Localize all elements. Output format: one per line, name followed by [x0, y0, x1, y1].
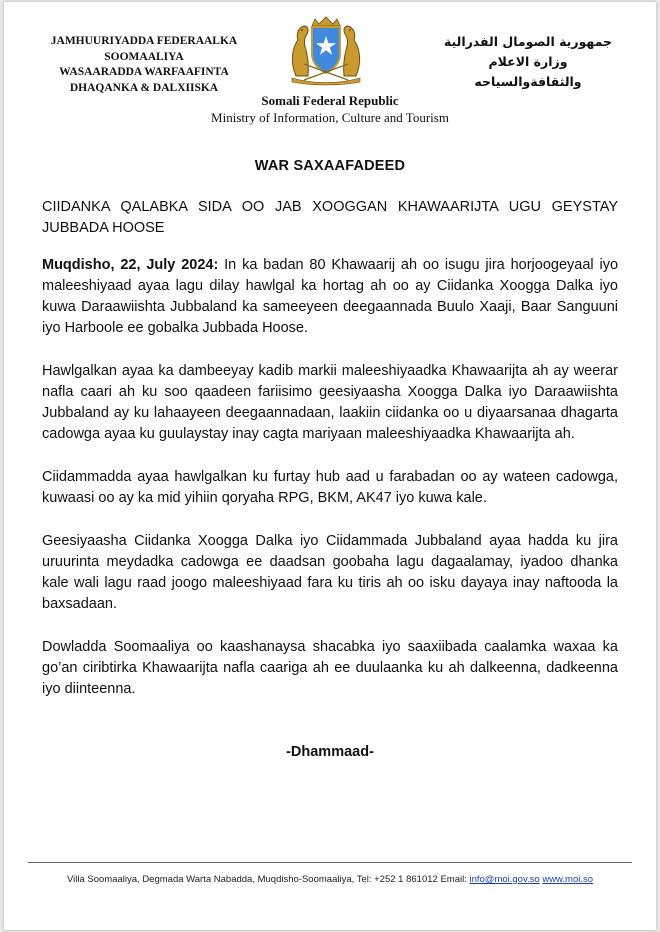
paragraph-text: In ka badan 80 Khawaarij ah oo isugu jira horjoogeyaal iyo maleeshiyaad ayaa lagu dilay hawlgal ka hortag ah oo ay Ciidanka Xoogga Dalka iyo kuwa Daraawiishta Jubbaland ka sameeyeen deegaannada Buulo Xaaji, Baar Sanguuni iyo Harboole ee gobalka Jubbada Hoose. [42, 257, 619, 336]
letterhead-arabic-line: والثقافةوالسياحه [474, 74, 582, 89]
footer-address: Villa Soomaaliya, Degmada Warta Nabadda, Muqdisho-Soomaaliya, Tel: +252 1 861012 Email: [66, 874, 470, 885]
letterhead-somali-line: WASAARADDA WARFAAFINTA [59, 66, 229, 78]
letterhead-arabic-line: جمهورية الصومال الفدرالية [443, 34, 613, 49]
letterhead-somali-line: JAMHUURIYADDA FEDERAALKA [50, 35, 238, 47]
letterhead-arabic [428, 32, 628, 92]
letterhead-somali-line: DHAQANKA & DALXIISKA [69, 81, 219, 94]
letterhead-somali [30, 34, 258, 96]
press-release-body [42, 255, 618, 722]
press-release-headline: CIIDANKA QALABKA SIDA OO JAB XOOGGAN KHAWAARIJTA UGU GEYSTAY JUBBADA HOOSE [42, 199, 618, 236]
body-paragraph: Ciidammadda ayaa hawlgalkan ku furtay hub aad u farabadan oo ay wateen cadowga, kuwaasi oo ay ka mid yihiin qoryaha RPG, BKM, AK47 iyo kuwa kale. [42, 469, 618, 506]
website-link[interactable]: www.moi.so [542, 874, 594, 885]
organization-name: Somali Federal Republic [261, 93, 399, 108]
coat-of-arms-emblem [282, 14, 370, 86]
body-paragraph: Geesiyaasha Ciidanka Xoogga Dalka iyo Ciidammada Jubbaland ayaa hadda ku jira uruurinta meydadka cadowga ee daadsan goobaha lagu dagaalamay, iyadoo dhanka kale wali lagu raad joogo maleeshiyaad fara ku tiris ah oo isku dayaya inay naftooda la baxsadaan. [42, 533, 618, 612]
footer-divider [28, 862, 632, 863]
letterhead-arabic-line: وزارة الاعلام [488, 54, 568, 69]
closing-mark: -Dhammaad- [286, 744, 374, 760]
body-paragraph: Hawlgalkan ayaa ka dambeeyay kadib markii maleeshiyaadka Khawaarijta ah ay weerar nafla caari ah ku soo qaadeen fariisimo geesiyaasha Xoogga Dalka iyo Daraawiishta Jubbaland ay ku lahaayeen deegaannadaan, laakiin ciidanka oo u diyaarsanaa dhagarta cadowga ayaa ku guulaystay inay cagta mariyaan maleeshiyaadka Khawaarijta ah. [42, 363, 618, 442]
body-paragraph [42, 255, 618, 339]
document-type-title: WAR SAXAAFADEED [254, 158, 406, 174]
body-paragraph: Dowladda Soomaaliya oo kaashanaysa shacabka iyo saaxiibada caalamka waxaa ka go’an ciribtirka Khawaarijta nafla caariga ah ee duulaanka ku ah dalkeenna, dadkeenna iyo diinteenna. [42, 639, 618, 697]
ministry-name: Ministry of Information, Culture and Tourism [211, 110, 449, 125]
letterhead-somali-line: SOOMAALIYA [104, 50, 184, 63]
email-link[interactable]: info@moi.gov.so [469, 874, 540, 885]
footer-contact [0, 874, 660, 885]
dateline: Muqdisho, 22, July 2024: [42, 257, 219, 273]
